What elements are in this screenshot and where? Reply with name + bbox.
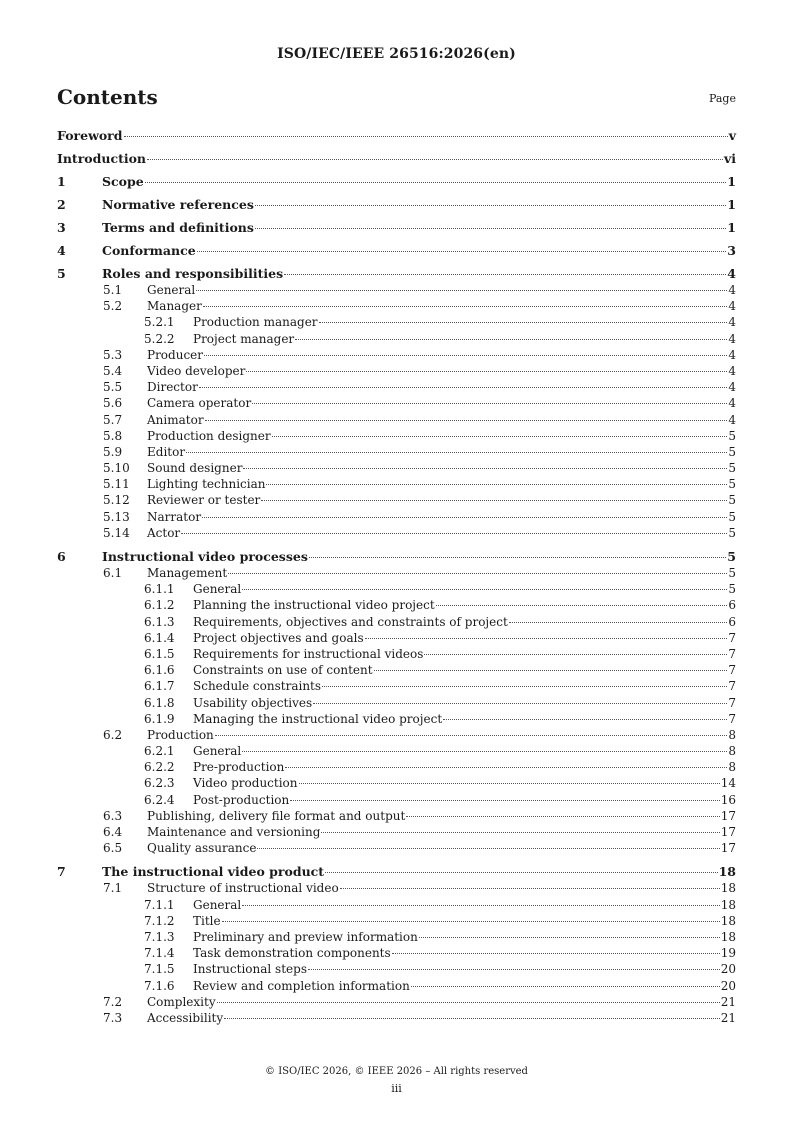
toc-entry-number: 6.2.3	[144, 776, 175, 791]
toc-entry-title[interactable]: Production manager	[193, 315, 318, 330]
toc-entry-title[interactable]: Producer	[147, 347, 204, 362]
toc-entry-page: 1	[727, 174, 736, 189]
toc-entry-number: 6.1.7	[144, 679, 175, 694]
toc-entry-number: 6.3	[103, 808, 123, 823]
toc-entry[interactable]	[57, 793, 736, 809]
toc-entry-number: 5.2.1	[144, 315, 175, 330]
toc-entry[interactable]	[57, 197, 736, 220]
toc-entry[interactable]	[57, 526, 736, 542]
dot-leader	[321, 832, 719, 833]
toc-entry-page: 4	[728, 412, 736, 427]
copyright-notice: © ISO/IEC 2026, © IEEE 2026 – All rights reserved	[265, 1066, 528, 1077]
toc-entry[interactable]	[57, 679, 736, 695]
toc-entry-page: 18	[718, 864, 736, 880]
toc-entry-number: 7.1	[103, 881, 123, 896]
page-footer	[0, 1066, 793, 1095]
dot-leader	[266, 484, 727, 485]
dot-leader	[290, 800, 719, 801]
toc-entry[interactable]	[57, 647, 736, 663]
toc-entry[interactable]	[57, 962, 736, 978]
page-column-label: Page	[708, 92, 736, 105]
dot-leader	[322, 686, 727, 687]
toc-entry-title[interactable]: Conformance	[102, 243, 196, 258]
toc-entry[interactable]	[57, 510, 736, 526]
dot-leader	[374, 670, 728, 671]
toc-entry-number: 5.10	[103, 461, 130, 476]
toc-entry-number: 6.1.2	[144, 598, 175, 613]
toc-entry-page: 18	[720, 913, 736, 928]
toc-entry-page: 20	[720, 978, 736, 993]
toc-entry-title[interactable]: Normative references	[102, 197, 254, 212]
dot-leader	[411, 986, 720, 987]
toc-entry-page: 5	[728, 477, 736, 492]
dot-leader	[124, 136, 728, 137]
toc-entry-number: 6	[57, 549, 66, 564]
toc-entry-title[interactable]: Post-production	[193, 792, 290, 807]
toc-entry-page: 7	[728, 711, 736, 726]
toc-entry-number: 5.11	[103, 477, 130, 492]
toc-entry-page: 14	[720, 776, 736, 791]
toc-entry[interactable]	[57, 477, 736, 493]
dot-leader	[202, 517, 727, 518]
toc-entry-title[interactable]: Constraints on use of content	[193, 663, 373, 678]
toc-entry-title[interactable]: Complexity	[147, 994, 216, 1009]
dot-leader	[197, 251, 727, 252]
dot-leader	[443, 719, 727, 720]
toc-entry[interactable]	[57, 1011, 736, 1027]
toc-entry-page: v	[728, 128, 736, 143]
dot-leader	[252, 403, 727, 404]
toc-entry-number: 7.1.4	[144, 946, 175, 961]
dot-leader	[205, 420, 728, 421]
dot-leader	[436, 605, 728, 606]
toc-entry-page: 5	[728, 582, 736, 597]
toc-entry-title[interactable]: Usability objectives	[193, 695, 313, 710]
toc-entry-number: 5.1	[103, 283, 123, 297]
dot-leader	[242, 751, 727, 752]
toc-entry-page: 1	[727, 197, 736, 212]
toc-entry-page: 17	[720, 808, 736, 823]
toc-entry-title[interactable]: Publishing, delivery file format and output	[147, 808, 406, 823]
toc-entry-title[interactable]: Video developer	[147, 363, 246, 378]
toc-entry[interactable]	[57, 413, 736, 429]
toc-entry-page: 4	[728, 331, 736, 346]
toc-entry-title[interactable]: The instructional video product	[102, 864, 325, 880]
toc-entry-title[interactable]: Narrator	[147, 509, 202, 524]
toc-entry-number: 1	[57, 174, 66, 189]
toc-entry[interactable]	[57, 598, 736, 614]
dot-leader	[255, 205, 726, 206]
dot-leader	[325, 872, 718, 873]
dot-leader	[295, 339, 727, 340]
dot-leader	[246, 371, 727, 372]
dot-leader	[181, 533, 727, 534]
toc-entry-number: 6.1.5	[144, 646, 175, 661]
table-of-contents	[57, 128, 736, 1027]
toc-entry-number: 6.1.8	[144, 695, 175, 710]
dot-leader	[242, 589, 727, 590]
toc-entry-page: 5	[728, 566, 736, 580]
toc-entry-page: 3	[727, 243, 736, 258]
dot-leader	[299, 783, 720, 784]
toc-entry-number: 5.14	[103, 525, 130, 540]
dot-leader	[406, 816, 719, 817]
toc-entry-page: 4	[728, 299, 736, 314]
toc-entry-number: 5.5	[103, 380, 123, 395]
toc-entry-page: 21	[720, 994, 736, 1009]
toc-entry-number: 6.2	[103, 727, 123, 742]
toc-entry-title[interactable]: Maintenance and versioning	[147, 825, 321, 839]
dot-leader	[204, 355, 727, 356]
dot-leader	[285, 767, 727, 768]
toc-entry-number: 5	[57, 266, 66, 281]
toc-entry-title[interactable]: Quality assurance	[147, 841, 257, 856]
toc-entry-page: 4	[728, 315, 736, 330]
toc-entry-number: 4	[57, 243, 66, 258]
dot-leader	[261, 500, 727, 501]
toc-entry-title[interactable]: Camera operator	[147, 396, 252, 411]
toc-entry-page: 5	[728, 525, 736, 540]
toc-entry[interactable]	[57, 631, 736, 647]
toc-entry-number: 7.1.2	[144, 913, 175, 928]
toc-entry-title[interactable]: Animator	[147, 412, 204, 427]
toc-entry-page: 18	[720, 929, 736, 944]
toc-entry-number: 6.1.1	[144, 582, 175, 597]
toc-entry-title[interactable]: Review and completion information	[193, 978, 410, 993]
dot-leader	[186, 452, 727, 453]
toc-entry[interactable]	[57, 841, 736, 857]
toc-entry-title[interactable]: Lighting technician	[147, 477, 266, 492]
toc-entry-page: 5	[728, 428, 736, 443]
toc-entry-number: 7.1.1	[144, 897, 175, 912]
toc-entry-title[interactable]: Title	[193, 913, 221, 928]
toc-entry[interactable]	[57, 220, 736, 243]
dot-leader	[284, 274, 726, 275]
dot-leader	[308, 969, 720, 970]
toc-entry-page: 8	[728, 760, 736, 775]
toc-entry[interactable]	[57, 364, 736, 380]
toc-entry[interactable]	[57, 174, 736, 197]
toc-entry[interactable]	[57, 266, 736, 283]
dot-leader	[272, 436, 728, 437]
toc-entry-title[interactable]: Video production	[193, 776, 298, 791]
toc-entry-title[interactable]: Production	[147, 727, 214, 742]
toc-entry-number: 5.7	[103, 412, 123, 427]
toc-entry-page: 8	[728, 744, 736, 759]
toc-entry-title[interactable]: Sound designer	[147, 461, 243, 476]
toc-entry-title[interactable]: Requirements, objectives and constraints of project	[193, 614, 508, 629]
toc-entry-page: 7	[728, 695, 736, 710]
dot-leader	[257, 848, 719, 849]
toc-entry[interactable]	[57, 615, 736, 631]
toc-entry[interactable]	[57, 712, 736, 728]
toc-entry-number: 6.1.3	[144, 614, 175, 629]
toc-entry-page: 4	[728, 396, 736, 411]
toc-entry-title[interactable]: Project objectives and goals	[193, 630, 364, 645]
toc-entry-page: 4	[728, 347, 736, 362]
dot-leader	[424, 654, 727, 655]
toc-entry[interactable]	[57, 898, 736, 914]
toc-entry-page: 18	[720, 881, 736, 896]
toc-entry[interactable]	[57, 493, 736, 509]
document-header: ISO/IEC/IEEE 26516:2026(en)	[277, 46, 516, 62]
toc-entry-page: 4	[728, 283, 736, 297]
dot-leader	[196, 290, 727, 291]
toc-entry[interactable]	[57, 283, 736, 299]
toc-entry-page: vi	[723, 151, 736, 166]
toc-entry[interactable]	[57, 760, 736, 776]
toc-entry[interactable]	[57, 881, 736, 897]
dot-leader	[147, 159, 723, 160]
page-number: iii	[391, 1082, 402, 1095]
toc-entry-page: 19	[720, 946, 736, 961]
toc-entry-page: 5	[728, 461, 736, 476]
dot-leader	[224, 1018, 720, 1019]
toc-entry[interactable]	[57, 243, 736, 266]
toc-entry-title[interactable]: Foreword	[57, 128, 123, 143]
toc-entry-title[interactable]: Scope	[102, 174, 144, 189]
toc-entry-title[interactable]: Schedule constraints	[193, 679, 322, 694]
toc-entry-number: 7	[57, 864, 66, 880]
dot-leader	[203, 306, 728, 307]
toc-entry-number: 6.5	[103, 841, 123, 856]
toc-entry-page: 17	[720, 825, 736, 839]
toc-entry-page: 7	[728, 646, 736, 661]
toc-entry-number: 7.1.6	[144, 978, 175, 993]
toc-entry-number: 5.4	[103, 363, 123, 378]
toc-entry[interactable]	[57, 864, 736, 881]
dot-leader	[313, 703, 727, 704]
toc-entry-page: 4	[728, 380, 736, 395]
toc-entry-title[interactable]: Accessibility	[147, 1010, 224, 1025]
toc-entry-number: 3	[57, 220, 66, 235]
dot-leader	[340, 888, 720, 889]
toc-entry-number: 6.2.1	[144, 744, 175, 759]
toc-entry-page: 1	[727, 220, 736, 235]
toc-entry-title[interactable]: Actor	[147, 525, 181, 540]
toc-entry-title[interactable]: Director	[147, 380, 198, 395]
toc-entry-page: 6	[728, 614, 736, 629]
dot-leader	[217, 1002, 720, 1003]
toc-entry-title[interactable]: Management	[147, 566, 228, 580]
dot-leader	[215, 735, 728, 736]
toc-entry[interactable]	[57, 995, 736, 1011]
toc-entry-title[interactable]: General	[193, 897, 242, 912]
toc-entry[interactable]	[57, 299, 736, 315]
toc-entry[interactable]	[57, 776, 736, 792]
toc-entry-number: 7.2	[103, 994, 123, 1009]
toc-entry-title[interactable]: General	[193, 582, 242, 597]
toc-entry[interactable]	[57, 128, 736, 151]
toc-entry-page: 7	[728, 630, 736, 645]
toc-entry-page: 17	[720, 841, 736, 856]
toc-entry-page: 18	[720, 897, 736, 912]
toc-entry[interactable]	[57, 914, 736, 930]
toc-entry[interactable]	[57, 744, 736, 760]
toc-entry[interactable]	[57, 348, 736, 364]
toc-entry-title[interactable]: Structure of instructional video	[147, 881, 339, 896]
toc-entry-title[interactable]: Project manager	[193, 331, 295, 346]
dot-leader	[145, 182, 727, 183]
toc-entry-title[interactable]: Task demonstration components	[193, 946, 391, 961]
toc-entry-number: 5.3	[103, 347, 123, 362]
toc-entry-page: 5	[728, 444, 736, 459]
page-title: Contents	[57, 85, 158, 109]
dot-leader	[255, 228, 726, 229]
toc-entry-page: 7	[728, 679, 736, 694]
toc-entry-number: 6.1.6	[144, 663, 175, 678]
dot-leader	[419, 937, 720, 938]
toc-entry[interactable]	[57, 151, 736, 174]
dot-leader	[222, 921, 720, 922]
toc-entry[interactable]	[57, 728, 736, 744]
toc-entry[interactable]	[57, 429, 736, 445]
toc-entry-number: 6.4	[103, 825, 123, 839]
toc-entry[interactable]	[57, 445, 736, 461]
toc-entry-title[interactable]: Preliminary and preview information	[193, 929, 418, 944]
toc-entry[interactable]	[57, 582, 736, 598]
toc-entry-number: 6.2.4	[144, 792, 175, 807]
toc-entry-title[interactable]: Introduction	[57, 151, 147, 166]
dot-leader	[199, 387, 728, 388]
toc-entry-title[interactable]: Managing the instructional video project	[193, 711, 443, 726]
toc-entry[interactable]	[57, 930, 736, 946]
toc-entry[interactable]	[57, 566, 736, 582]
toc-entry-title[interactable]: Planning the instructional video project	[193, 598, 435, 613]
toc-entry-title[interactable]: Production designer	[147, 428, 271, 443]
toc-entry[interactable]	[57, 979, 736, 995]
toc-entry-number: 5.2.2	[144, 331, 175, 346]
dot-leader	[309, 557, 726, 558]
dot-leader	[392, 953, 720, 954]
toc-entry-number: 6.1.4	[144, 630, 175, 645]
toc-entry-page: 5	[728, 509, 736, 524]
toc-entry[interactable]	[57, 380, 736, 396]
toc-entry-title[interactable]: Reviewer or tester	[147, 493, 261, 508]
toc-entry-number: 7.1.5	[144, 962, 175, 977]
toc-entry[interactable]	[57, 696, 736, 712]
toc-entry-title[interactable]: Terms and definitions	[102, 220, 254, 235]
toc-entry-page: 21	[720, 1010, 736, 1025]
toc-entry[interactable]	[57, 396, 736, 412]
toc-entry-title[interactable]: Instructional video processes	[102, 549, 308, 564]
dot-leader	[365, 638, 728, 639]
dot-leader	[242, 905, 719, 906]
toc-entry-number: 5.6	[103, 396, 123, 411]
toc-entry-number: 7.1.3	[144, 929, 175, 944]
toc-entry[interactable]	[57, 809, 736, 825]
toc-entry-number: 6.2.2	[144, 760, 175, 775]
toc-entry-title[interactable]: Requirements for instructional videos	[193, 646, 424, 661]
toc-entry-page: 6	[728, 598, 736, 613]
toc-entry-page: 5	[727, 549, 736, 564]
toc-entry-number: 2	[57, 197, 66, 212]
toc-entry-number: 5.12	[103, 493, 130, 508]
toc-entry[interactable]	[57, 549, 736, 566]
dot-leader	[509, 622, 728, 623]
toc-entry-page: 16	[720, 792, 736, 807]
toc-entry-title[interactable]: General	[147, 283, 196, 297]
toc-entry[interactable]	[57, 332, 736, 348]
dot-leader	[243, 468, 727, 469]
toc-entry-number: 5.13	[103, 509, 130, 524]
dot-leader	[228, 573, 727, 574]
toc-entry-title[interactable]: Instructional steps	[193, 962, 307, 977]
toc-entry-page: 5	[728, 493, 736, 508]
toc-entry-number: 6.1.9	[144, 711, 175, 726]
toc-entry-title[interactable]: Editor	[147, 444, 186, 459]
toc-entry-page: 4	[728, 363, 736, 378]
toc-entry-title[interactable]: Pre-production	[193, 760, 285, 775]
toc-entry-title[interactable]: Roles and responsibilities	[102, 266, 284, 281]
toc-entry-number: 5.2	[103, 299, 123, 314]
toc-entry-number: 6.1	[103, 566, 123, 580]
toc-entry[interactable]	[57, 946, 736, 962]
toc-entry-number: 5.8	[103, 428, 123, 443]
toc-entry[interactable]	[57, 461, 736, 477]
toc-entry-number: 7.3	[103, 1010, 123, 1025]
toc-entry[interactable]	[57, 315, 736, 331]
toc-entry[interactable]	[57, 825, 736, 841]
toc-entry-title[interactable]: General	[193, 744, 242, 759]
toc-entry-page: 20	[720, 962, 736, 977]
toc-entry-page: 4	[727, 266, 736, 281]
toc-entry-page: 8	[728, 727, 736, 742]
toc-entry-number: 5.9	[103, 444, 123, 459]
toc-entry-page: 7	[728, 663, 736, 678]
toc-entry-title[interactable]: Manager	[147, 299, 202, 314]
toc-entry[interactable]	[57, 663, 736, 679]
dot-leader	[319, 322, 728, 323]
